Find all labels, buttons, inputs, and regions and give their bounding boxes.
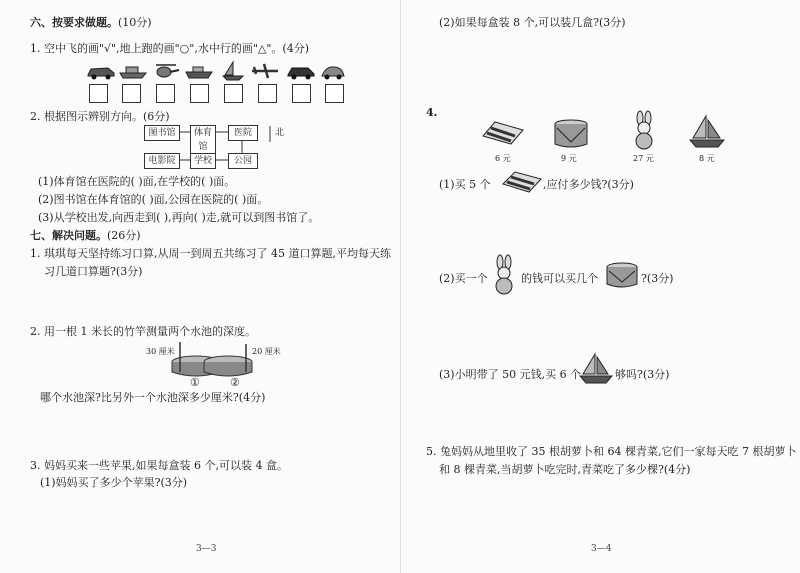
question-7-1-line1: 1. 琪琪每天坚持练习口算,从周一到周五共练习了 45 道口算题,平均每天练 xyxy=(30,247,391,260)
section6-points: (10分) xyxy=(118,16,152,29)
map-cinema: 电影院 xyxy=(144,153,180,169)
xylophone-icon xyxy=(501,168,543,196)
pool-2-label: 20 厘米 xyxy=(252,347,281,356)
xylophone-icon xyxy=(481,118,525,148)
question-4-3-start: (3)小明带了 50 元钱,买 6 个 xyxy=(439,368,582,381)
map-gym: 体育馆 xyxy=(190,125,216,155)
question-2-1: (1)体育馆在医院的( )面,在学校的( )面。 xyxy=(38,175,236,188)
page-footer: 3—4 xyxy=(591,544,612,554)
question-1: 1. 空中飞的画"√",地上跑的画"○",水中行的画"△"。(4分) xyxy=(30,42,309,55)
question-4-2-end: ?(3分) xyxy=(641,272,674,285)
pool-1-number: ① xyxy=(190,376,200,389)
pools-drawing xyxy=(0,0,400,400)
map-library: 图书馆 xyxy=(144,125,180,141)
question-2-2: (2)图书馆在体育馆的( )面,公园在医院的( )面。 xyxy=(38,193,269,206)
question-4-2-start: (2)买一个 xyxy=(439,272,488,285)
right-page xyxy=(400,0,800,573)
question-3-2: (2)如果每盒装 8 个,可以装几盒?(3分) xyxy=(439,16,626,29)
drum-price: 9 元 xyxy=(561,154,577,163)
question-2: 2. 根据图示辨别方向。(6分) xyxy=(30,110,170,123)
drum-icon xyxy=(553,118,589,150)
question-4-1-end: ,应付多少钱?(3分) xyxy=(543,178,634,191)
question-5-line1: 5. 兔妈妈从地里收了 35 根胡萝卜和 64 棵青菜,它们一家每天吃 7 根胡萝卜 xyxy=(426,445,797,458)
question-7-1-line2: 习几道口算题?(3分) xyxy=(44,265,143,278)
map-park: 公园 xyxy=(228,153,258,169)
rabbit-price: 27 元 xyxy=(633,154,654,163)
question-5-line2: 和 8 棵青菜,当胡萝卜吃完时,青菜吃了多少棵?(4分) xyxy=(439,463,691,476)
question-4-1-start: (1)买 5 个 xyxy=(439,178,491,191)
sailboat-price: 8 元 xyxy=(699,154,715,163)
rabbit-icon xyxy=(631,112,657,150)
rabbit-icon xyxy=(491,256,517,296)
north-label: 北 xyxy=(275,128,285,138)
section7-title: 七、解决问题。 xyxy=(30,229,107,242)
section6-title: 六、按要求做题。 xyxy=(30,16,118,29)
question-7-3: 3. 妈妈买来一些苹果,如果每盒装 6 个,可以装 4 盒。 xyxy=(30,459,288,472)
question-7-2: 2. 用一根 1 米长的竹竿测量两个水池的深度。 xyxy=(30,325,256,338)
question-2-3: (3)从学校出发,向西走到( ),再向( )走,就可以到图书馆了。 xyxy=(38,211,320,224)
sailboat-icon xyxy=(689,114,725,150)
section7-points: (26分) xyxy=(107,229,141,242)
question-4-2-middle: 的钱可以买几个 xyxy=(521,272,598,285)
question-4: 4. xyxy=(426,106,438,119)
page-footer: 3—3 xyxy=(196,544,217,554)
pool-1-label: 30 厘米 xyxy=(146,347,175,356)
xylophone-price: 6 元 xyxy=(495,154,511,163)
sailboat-icon xyxy=(579,352,613,386)
drum-icon xyxy=(605,262,639,290)
map-school: 学校 xyxy=(190,153,216,169)
pool-2-number: ② xyxy=(230,376,240,389)
question-7-2-ask: 哪个水池深?比另外一个水池深多少厘米?(4分) xyxy=(40,391,266,404)
question-7-3-1: (1)妈妈买了多少个苹果?(3分) xyxy=(40,476,188,489)
question-4-3-end: 够吗?(3分) xyxy=(615,368,670,381)
map-hospital: 医院 xyxy=(228,125,258,141)
